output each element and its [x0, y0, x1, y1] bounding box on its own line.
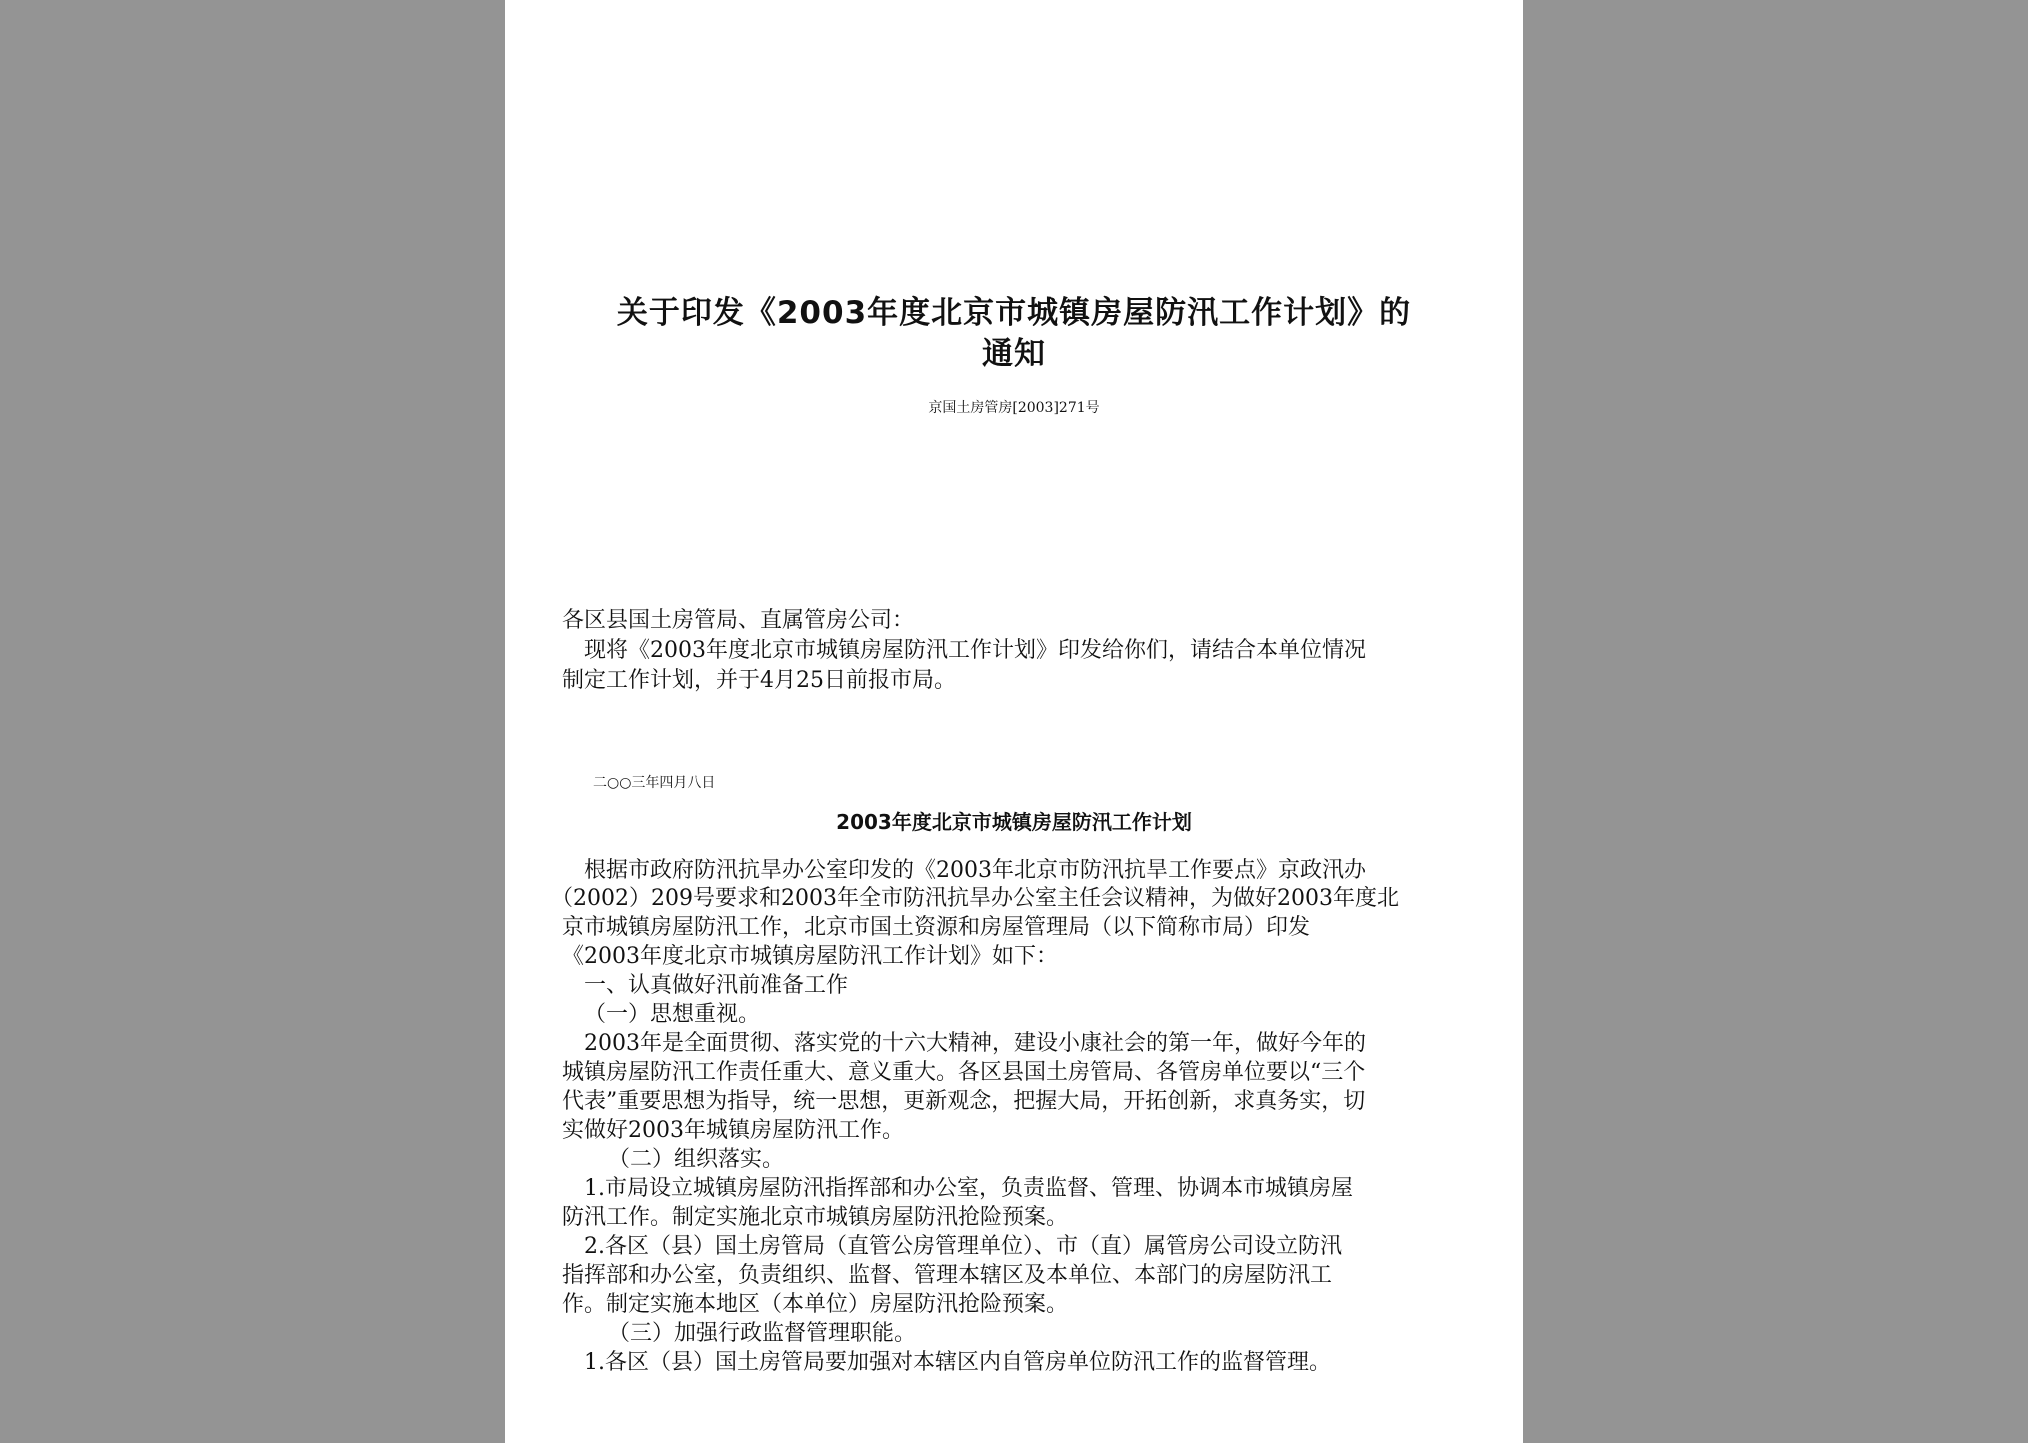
plan-line: 代表”重要思想为指导，统一思想，更新观念，把握大局，开拓创新，求真务实，切 [562, 1089, 1366, 1114]
plan-line: 1.市局设立城镇房屋防汛指挥部和办公室，负责监督、管理、协调本市城镇房屋 [584, 1176, 1353, 1201]
plan-line: 京市城镇房屋防汛工作，北京市国土资源和房屋管理局（以下简称市局）印发 [562, 915, 1311, 940]
plan-line: 防汛工作。制定实施北京市城镇房屋防汛抢险预案。 [562, 1205, 1069, 1230]
plan-line: 2.各区（县）国土房管局（直管公房管理单位）、市（直）属管房公司设立防汛 [584, 1234, 1342, 1259]
plan-subsection-heading: （一）思想重视。 [584, 1002, 761, 1027]
plan-section-heading: 一、认真做好汛前准备工作 [584, 973, 849, 998]
notice-title-line-2: 通知 [982, 336, 1046, 372]
plan-line: 城镇房屋防汛工作责任重大、意义重大。各区县国土房管局、各管房单位要以“三个 [562, 1060, 1366, 1085]
notice-body-line: 制定工作计划，并于4月25日前报市局。 [562, 668, 956, 693]
plan-line: 根据市政府防汛抗旱办公室印发的《2003年北京市防汛抗旱工作要点》京政汛办 [584, 858, 1366, 883]
notice-date: 二○○三年四月八日 [593, 775, 716, 791]
plan-line: 指挥部和办公室，负责组织、监督、管理本辖区及本单位、本部门的房屋防汛工 [562, 1263, 1333, 1288]
plan-subsection-heading: （二）组织落实。 [608, 1147, 785, 1172]
plan-title: 2003年度北京市城镇房屋防汛工作计划 [836, 810, 1192, 834]
document-page [505, 0, 1523, 1443]
plan-line: 实做好2003年城镇房屋防汛工作。 [562, 1118, 904, 1143]
plan-line: 作。制定实施本地区（本单位）房屋防汛抢险预案。 [562, 1292, 1069, 1317]
document-number: 京国土房管房[2003]271号 [928, 400, 1100, 416]
plan-line: 《2003年度北京市城镇房屋防汛工作计划》如下： [562, 944, 1058, 969]
plan-line: 2003年是全面贯彻、落实党的十六大精神，建设小康社会的第一年，做好今年的 [584, 1031, 1366, 1056]
plan-line: 1.各区（县）国土房管局要加强对本辖区内自管房单位防汛工作的监督管理。 [584, 1350, 1331, 1375]
notice-recipients: 各区县国土房管局、直属管房公司： [562, 608, 915, 633]
notice-body-line: 现将《2003年度北京市城镇房屋防汛工作计划》印发给你们，请结合本单位情况 [584, 638, 1366, 663]
plan-subsection-heading: （三）加强行政监督管理职能。 [608, 1321, 917, 1346]
notice-title-line-1: 关于印发《2003年度北京市城镇房屋防汛工作计划》的 [616, 295, 1412, 331]
plan-line: （2002）209号要求和2003年全市防汛抗旱办公室主任会议精神，为做好2003年度北 [551, 886, 1399, 911]
